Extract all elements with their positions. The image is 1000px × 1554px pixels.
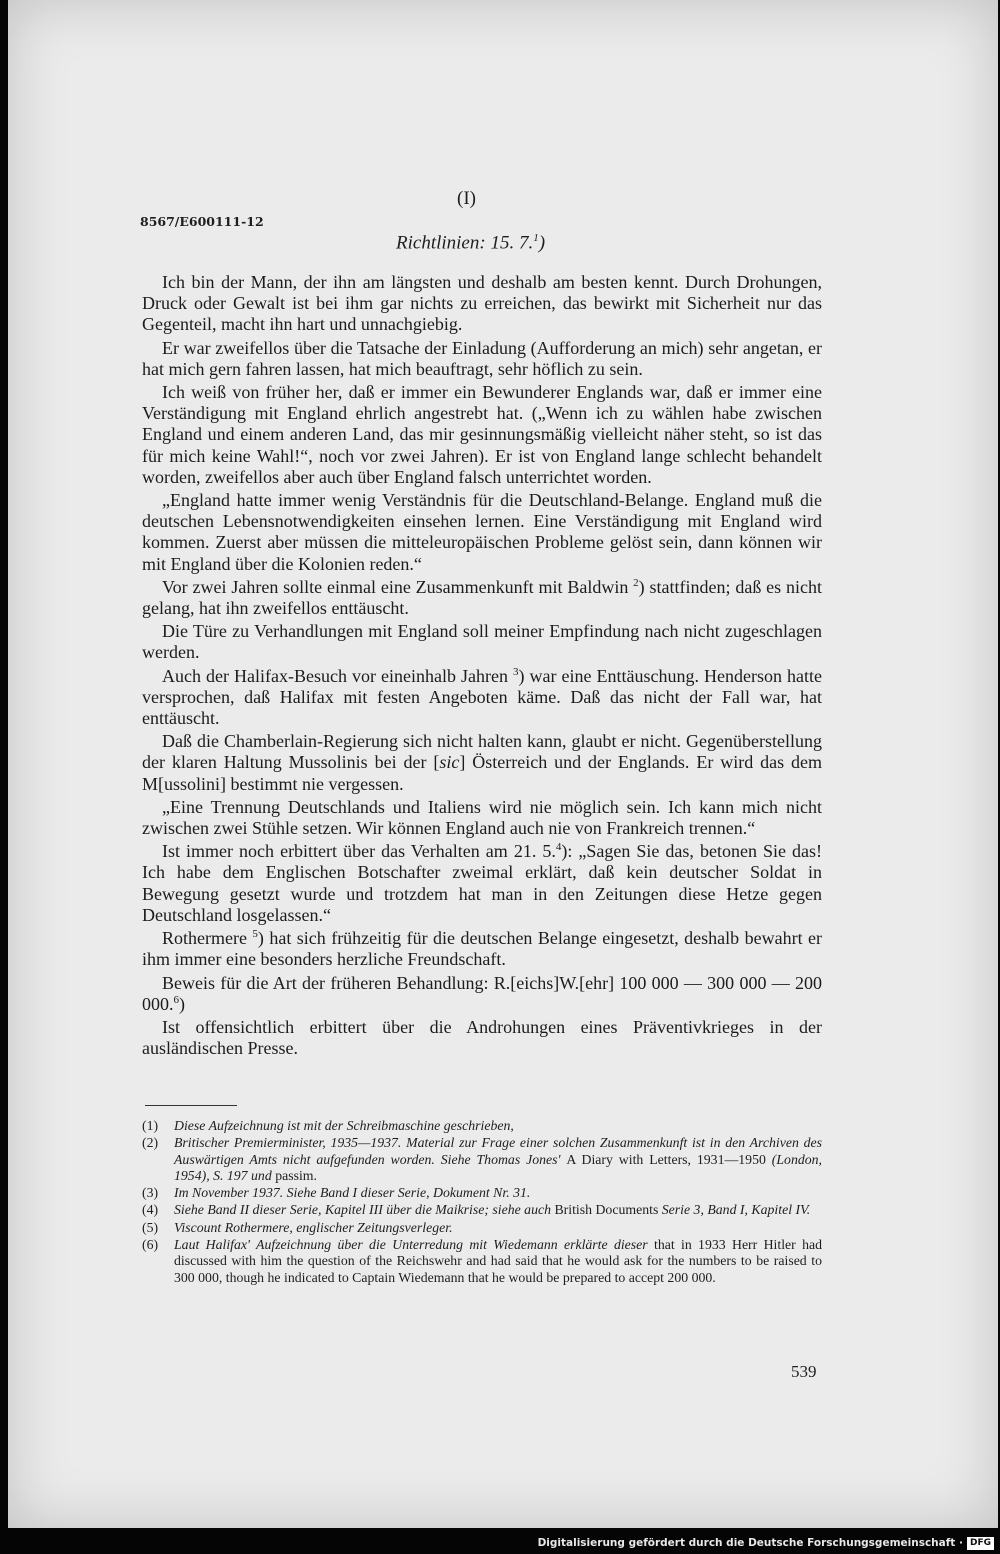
footnote-ref: 5	[252, 928, 258, 941]
footnote	[142, 1135, 822, 1184]
paragraph-text: ) hat sich frühzeitig für die deutschen Belange eingesetzt, deshalb bewahrt er ihm immer eine besonders herzliche Freundschaft.	[142, 928, 822, 970]
paragraph-text: ): „Sagen Sie das, betonen Sie das! Ich habe dem Englischen Botschafter zweimal erklärt, daß kein deutscher Soldat in Bewegung gesetzt wurde und trotzdem hat man in den Zeitungen diese Hetze gegen Deutschland losgelassen.“	[142, 841, 822, 925]
paragraph-text: Beweis für die Art der früheren Behandlung: R.[eichs]W.[ehr] 100 000 — 300 000 — 200 000.	[142, 972, 822, 1014]
footnote	[142, 1202, 822, 1218]
paragraph: Ist offensichtlich erbittert über die Androhungen eines Präventivkrieges in der ausländischen Presse.	[142, 1016, 822, 1059]
paragraph: Ich bin der Mann, der ihn am längsten und deshalb am besten kennt. Durch Drohungen, Druck oder Gewalt ist bei ihm gar nichts zu erreichen, das bewirkt mit Sicherheit nur das Gegenteil, macht ihn hart und unnachgiebig.	[142, 272, 822, 335]
footnote-number: (2)	[142, 1135, 159, 1151]
paragraph-text: Vor zwei Jahren sollte einmal eine Zusammenkunft mit Baldwin	[162, 576, 634, 597]
page-number: 539	[791, 1362, 817, 1381]
footnote-segment: passim.	[275, 1167, 317, 1183]
dfg-logo: DFG	[967, 1537, 994, 1550]
paragraph-text: Ist immer noch erbittert über das Verhalten am 21. 5.	[162, 841, 556, 862]
paragraph-text: ] Österreich und der Englands. Er wird das dem M[ussolini] bestimmt nie vergessen.	[142, 752, 823, 794]
credit-text: Digitalisierung gefördert durch die Deutsche Forschungsgemeinschaft ·	[537, 1537, 963, 1549]
paragraph-text: Daß die Chamberlain-Regierung sich nicht halten kann, glaubt er nicht. Gegenüberstellung der klaren Haltung Mussolinis bei der [	[142, 731, 822, 773]
paragraph	[142, 928, 822, 970]
footnote-number: (5)	[142, 1219, 159, 1235]
footnote-text	[174, 1237, 822, 1286]
paragraph	[142, 841, 822, 926]
footnote-text	[174, 1220, 822, 1236]
footnote-number: (1)	[142, 1118, 159, 1133]
document-id: 8567/E600111-12	[140, 214, 264, 229]
footnote-text	[174, 1135, 822, 1184]
footnote	[142, 1118, 822, 1134]
footnote	[142, 1220, 822, 1236]
footnote-segment: that in 1933 Herr Hitler had discussed with him the question of the Reichswehr and had said that he would ask for the numbers to be raised to 300 000, though he indicated to Captain Wiedemann that he would be prepared to accept 200 000.	[174, 1237, 822, 1285]
footnote-number: (6)	[142, 1237, 159, 1253]
paragraph	[142, 577, 822, 619]
footnote-ref: 6	[173, 993, 179, 1006]
footnote-ref: 4	[555, 841, 562, 854]
italic-text: sic	[439, 752, 460, 773]
paragraph-text: ) stattfinden; daß es nicht gelang, hat ihn zweifellos enttäuscht.	[142, 576, 823, 619]
subtitle-close: )	[538, 232, 546, 254]
footnote-separator	[145, 1105, 237, 1106]
footnote-segment: A Diary with Letters, 1931—1950	[566, 1151, 766, 1167]
subtitle-footnote-ref: 1	[533, 232, 539, 244]
paragraph: „Eine Trennung Deutschlands und Italiens wird nie möglich sein. Ich kann mich nicht zwischen zwei Stühle setzen. Wir können England auch nie von Frankreich trennen.“	[142, 796, 822, 839]
digitization-credit	[538, 1535, 994, 1551]
paragraph: „England hatte immer wenig Verständnis für die Deutschland-Belange. England muß die deutschen Lebensnotwendigkeiten einsehen lernen. Eine Verständigung mit England wird kommen. Zuerst aber müssen die mitteleuropäischen Probleme gelöst sein, dann können wir mit England über die Kolonien reden.“	[142, 490, 822, 574]
paragraph: Ich weiß von früher her, daß er immer ein Bewunderer Englands war, daß er immer eine Verständigung mit England ehrlich angestrebt hat. („Wenn ich zu wählen habe zwischen England und einem anderen Land, das mir gesinnungsmäßig vielleicht näher steht, so ist das für mich keine Wahl!“, noch vor zwei Jahren). Er ist von England lange schlecht behandelt worden, zweifellos aber auch über England falsch unterrichtet worden.	[142, 382, 822, 487]
paragraph: Die Türe zu Verhandlungen mit England soll meiner Empfindung nach nicht zugeschlagen werden.	[142, 621, 822, 663]
footnote-segment: Laut Halifax' Aufzeichnung über die Unterredung mit Wiedemann erklärte dieser	[174, 1237, 654, 1253]
footnote	[142, 1185, 822, 1201]
footnote-segment: Im November 1937. Siehe Band I dieser Serie, Dokument Nr. 31.	[174, 1185, 531, 1201]
footnote-segment: Viscount Rothermere, englischer Zeitungsverleger.	[174, 1219, 453, 1235]
footnote-segment: Siehe Band II dieser Serie, Kapitel III über die Maikrise; siehe auch	[174, 1202, 555, 1218]
paragraph-text: Auch der Halifax-Besuch vor eineinhalb Jahren	[162, 665, 513, 686]
footnote-segment: British Documents	[554, 1202, 659, 1218]
footnote	[142, 1237, 822, 1286]
paragraph-text: )	[179, 993, 185, 1014]
footnote-text	[174, 1118, 822, 1134]
footnote-segment: (London, 1954), S. 197 und	[174, 1151, 822, 1183]
section-number: (I)	[457, 188, 476, 209]
footnote-segment: Britischer Premierminister, 1935—1937. Material zur Frage einer solchen Zusammenkunft ist in den Archiven des Auswärtigen Amts nicht aufgefunden worden. Siehe Thomas Jones'	[174, 1135, 822, 1167]
paragraph-text: Rothermere	[162, 928, 253, 949]
footnote-number: (4)	[142, 1202, 159, 1218]
footnote-segment: Serie 3, Band I, Kapitel IV.	[658, 1202, 811, 1218]
main-text	[142, 272, 822, 1061]
footnote-text	[174, 1202, 822, 1218]
paragraph	[142, 731, 822, 795]
paragraph	[142, 973, 822, 1015]
subtitle-text: Richtlinien: 15. 7.	[396, 232, 534, 254]
footnote-ref: 2	[633, 576, 639, 589]
subtitle	[396, 232, 545, 254]
paragraph-text: ) war eine Enttäuschung. Henderson hatte versprochen, daß Halifax mit festen Angeboten käme. Daß das nicht der Fall war, hat enttäuscht.	[142, 665, 822, 729]
paragraph	[142, 666, 822, 730]
footnote-number: (3)	[142, 1185, 159, 1201]
footnote-ref: 3	[513, 665, 519, 678]
footnotes	[142, 1118, 822, 1287]
footnote-text	[174, 1185, 822, 1201]
footnote-segment: Diese Aufzeichnung ist mit der Schreibmaschine geschrieben,	[174, 1118, 514, 1133]
paragraph: Er war zweifellos über die Tatsache der Einladung (Aufforderung an mich) sehr angetan, er hat mich gern fahren lassen, hat mich beauftragt, sehr höflich zu sein.	[142, 337, 822, 379]
